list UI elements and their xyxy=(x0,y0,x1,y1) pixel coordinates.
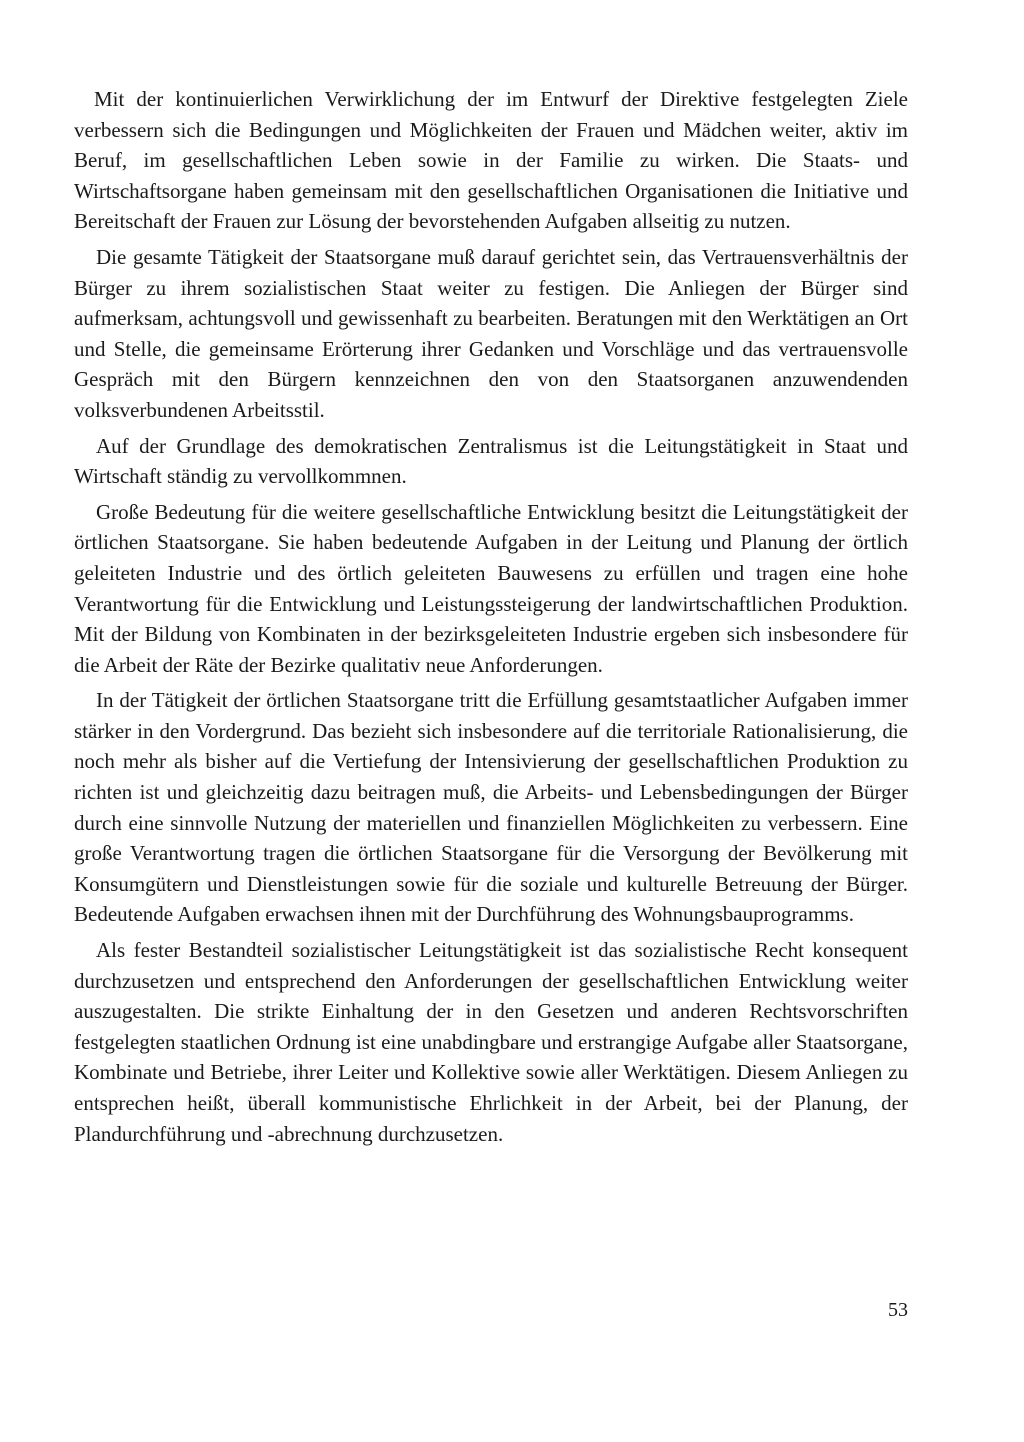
paragraph: Auf der Grundlage des demokratischen Zentralismus ist die Leitungstätigkeit in Staat und Wirtschaft ständig zu vervollkommnen. xyxy=(74,433,908,489)
document-body xyxy=(74,84,908,1154)
paragraph: In der Tätigkeit der örtlichen Staatsorgane tritt die Erfüllung gesamtstaatlicher Aufgaben immer stärker in den Vordergrund. Das bezieht sich insbesondere auf die territoriale Rationalisierung, die noch mehr als bisher auf die Vertiefung der Intensivierung der gesellschaftlichen Produktion zu richten ist und gleichzeitig dazu beitragen muß, die Arbeits- und Lebensbedingungen der Bürger durch eine sinnvolle Nutzung der materiellen und finanziellen Möglichkeiten zu verbessern. Eine große Verantwortung tragen die örtlichen Staatsorgane für die Versorgung der Bevölkerung mit Konsumgütern und Dienstleistungen sowie für die soziale und kulturelle Betreuung der Bürger. Bedeutende Aufgaben erwachsen ihnen mit der Durchführung des Wohnungsbauprogramms. xyxy=(74,688,908,927)
page-number: 53 xyxy=(888,1299,908,1321)
paragraph: Die gesamte Tätigkeit der Staatsorgane muß darauf gerichtet sein, das Vertrauensverhältnis der Bürger zu ihrem sozialistischen Staat weiter zu festigen. Die Anliegen der Bürger sind aufmerksam, achtungsvoll und gewissenhaft zu bearbeiten. Beratungen mit den Werktätigen an Ort und Stelle, die gemeinsame Erörterung ihrer Gedanken und Vorschläge und das vertrauensvolle Gespräch mit den Bürgern kennzeichnen den von den Staatsorganen anzuwendenden volksverbundenen Arbeitsstil. xyxy=(74,244,908,422)
paragraph: Große Bedeutung für die weitere gesellschaftliche Entwicklung besitzt die Leitungstätigkeit der örtlichen Staatsorgane. Sie haben bedeutende Aufgaben in der Leitung und Planung der örtlich geleiteten Industrie und des örtlich geleiteten Bauwesens zu erfüllen und tragen eine hohe Verantwortung für die Entwicklung und Leistungssteigerung der landwirtschaftlichen Produktion. Mit der Bildung von Kombinaten in der bezirksgeleiteten Industrie ergeben sich insbesondere für die Arbeit der Räte der Bezirke qualitativ neue Anforderungen. xyxy=(74,499,908,677)
paragraph: Als fester Bestandteil sozialistischer Leitungstätigkeit ist das sozialistische Recht konsequent durchzusetzen und entsprechend den Anforderungen der gesellschaftlichen Entwicklung weiter auszugestalten. Die strikte Einhaltung der in den Gesetzen und anderen Rechtsvorschriften festgelegten staatlichen Ordnung ist eine unabdingbare und erstrangige Aufgabe aller Staatsorgane, Kombinate und Betriebe, ihrer Leiter und Kollektive sowie aller Werktätigen. Diesem Anliegen zu entsprechen heißt, überall kommunistische Ehrlichkeit in der Arbeit, bei der Planung, der Plandurchführung und -abrechnung durchzusetzen. xyxy=(74,938,908,1146)
paragraph: Mit der kontinuierlichen Verwirklichung der im Entwurf der Direktive festgelegten Ziele verbessern sich die Bedingungen und Möglichkeiten der Frauen und Mädchen weiter, aktiv im Beruf, im gesellschaftlichen Leben sowie in der Familie zu wirken. Die Staats- und Wirtschaftsorgane haben gemeinsam mit den gesellschaftlichen Organisationen die Initiative und Bereitschaft der Frauen zur Lösung der bevorstehenden Aufgaben allseitig zu nutzen. xyxy=(74,87,908,234)
